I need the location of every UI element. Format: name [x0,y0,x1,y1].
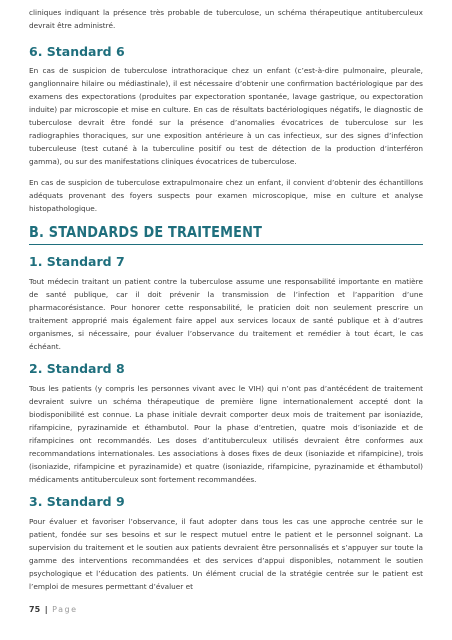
standard-7-paragraph: Tout médecin traitant un patient contre la tuberculose assume une responsabilité importante en matière de santé publique, car il doit prévenir la transmission de l’infection et l’apparition d’une pharmacorésistance. Pour honorer cette responsabilité, le praticien doit non seulement prescrire un traitement approprié mais également faire appel aux services locaux de santé publique et à d’autres organismes, si nécessaire, pour évaluer l’observance du traitement et remédier à tout écart, le cas échéant. [29,277,423,351]
section-b-header [29,223,423,245]
standard-8-heading: 2. Standard 8 [29,361,125,376]
page-label: Page [52,605,78,614]
standard-6-paragraph-1: En cas de suspicion de tuberculose intrathoracique chez un enfant (c’est-à-dire pulmonaire, pleurale, ganglionnaire hilaire ou médiastinale), il est nécessaire d’obtenir une confirmation bactériologique par des examens des expectorations (produites par expectoration spontanée, lavage gastrique, ou expectoration induite) par microscopie et mise en culture. En cas de résultats bactériologiques négatifs, le diagnostic de tuberculose devrait être fondé sur la présence d’anomalies évocatrices de tuberculose sur les radiographies thoraciques, sur une exposition antérieure à un cas infectieux, sur des signes d’infection tuberculeuse (test cutané à la tuberculine positif ou test de détection de la production d’interféron gamma), ou sur des manifestations cliniques évocatrices de tuberculose. [29,66,423,166]
intro-paragraph: cliniques indiquant la présence très probable de tuberculose, un schéma thérapeutique antituberculeux devrait être administré. [29,8,423,30]
footer-separator: | [44,605,48,614]
page-number: 75 [29,605,41,614]
standard-7-heading: 1. Standard 7 [29,254,125,269]
standard-6-paragraph-2: En cas de suspicion de tuberculose extrapulmonaire chez un enfant, il convient d’obtenir des échantillons adéquats provenant des foyers suspects pour examen microscopique, mise en culture et analyse histopathologique. [29,178,423,213]
standard-9-paragraph: Pour évaluer et favoriser l’observance, il faut adopter dans tous les cas une approche centrée sur le patient, fondée sur ses besoins et sur le respect mutuel entre le patient et le personnel soignant. La supervision du traitement et le soutien aux patients devraient être personnalisés et s’appuyer sur toute la gamme des interventions recommandées et des services d’appui disponibles, notamment le soutien psychologique et l’éducation des patients. Un élément crucial de la stratégie centrée sur le patient est l’emploi de mesures permettant d’évaluer et [29,517,423,591]
standard-9-heading: 3. Standard 9 [29,494,125,509]
section-b-title: B. STANDARDS DE TRAITEMENT [29,223,263,241]
standard-6-heading: 6. Standard 6 [29,44,125,59]
document-page [29,6,423,593]
page-footer [29,604,78,616]
standard-8-paragraph: Tous les patients (y compris les personnes vivant avec le VIH) qui n’ont pas d’antécédent de traitement devraient suivre un schéma thérapeutique de première ligne internationalement accepté dont la biodisponibilité est connue. La phase initiale devrait comporter deux mois de traitement par isoniazide, rifampicine, pyrazinamide et éthambutol. Pour la phase d’entretien, quatre mois d’isoniazide et de rifampicines ont recommandés. Les doses d’antituberculeux utilisés devraient être conformes aux recommandations internationales. Les associations à doses fixes de deux (isoniazide et rifampicine), trois (isoniazide, rifampicine et pyrazinamide) et quatre (isoniazide, rifampicine, pyrazinamide et éthambutol) médicaments antituberculeux sont fortement recommandées. [29,384,423,484]
